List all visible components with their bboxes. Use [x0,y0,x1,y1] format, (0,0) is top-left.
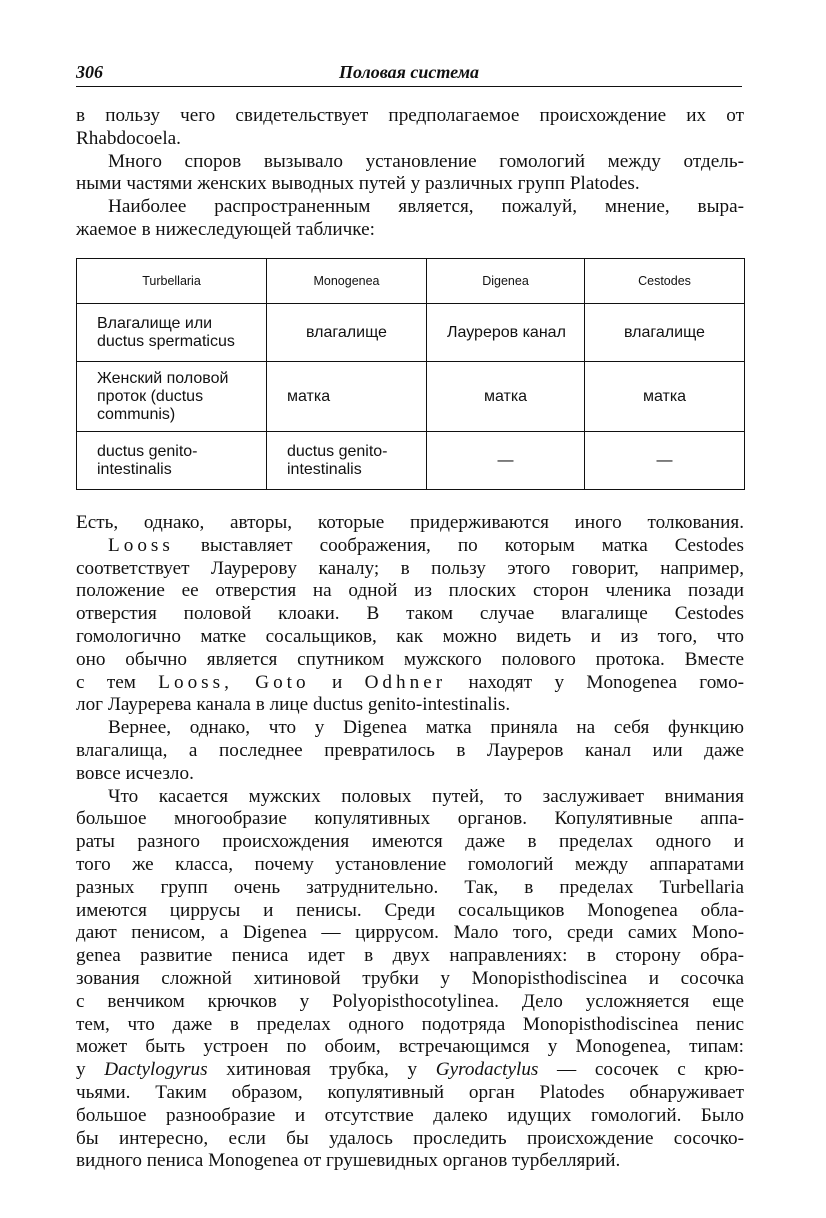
author-name: Looss [108,534,174,556]
text-line: соответствует Лауреровy каналу; в пользу этого говорит, например, [76,557,744,579]
table-cell: матка [267,362,427,432]
text-line: имеются циррусы и пенисы. Среди сосальщиков Monogenea обла- [76,899,744,921]
page-number: 306 [76,62,103,82]
table-row [77,362,745,432]
text-line: в пользу чего свидетельствует предполагаемое происхождение их от [76,105,744,126]
column-header: Digenea [427,259,585,304]
text-line: зования сложной хитиновой трубки у Monopisthodiscinea и сосочка [76,967,744,989]
author-name: Goto [255,671,310,693]
text-line: видного пениса Monogenea от грушевидных органов турбеллярий. [76,1150,621,1172]
table-row [77,304,745,362]
genus-name: Gyrodactylus [435,1059,539,1081]
text-line: того же класса, почему установление гомологий между аппаратами [76,853,744,875]
page-header [76,60,742,87]
table-cell: влагалище [267,304,427,362]
text-line: с венчиком крючков у Polyopisthocotylinea. Дело усложняется еще [76,990,744,1012]
text-line: Много споров вызывало установление гомологий между отдель- [108,150,744,172]
table-cell: — [427,432,585,490]
text-line: Наиболее распространенным является, пожалуй, мнение, выра- [108,196,744,218]
text-line: бы интересно, если бы удалось проследить происхождение сосочко- [76,1127,744,1149]
table-cell: Женский половой проток (ductus communis) [77,362,267,432]
text-line: Вернее, однако, что у Digenea матка приняла на себя функцию [108,717,744,739]
text-line: положение ее отверстия на одной из плоских сторон членика позади [76,580,744,602]
table-cell: ductus genito-intestinalis [267,432,427,490]
text-line: разных групп очень затруднительно. Так, в пределах Turbellaria [76,876,744,898]
text-line: раты разного происхождения имеются даже в пределах одного и [76,831,744,853]
table-cell: ductus genito-intestinalis [77,432,267,490]
text-line: жаемое в нижеследующей табличке: [76,218,375,240]
column-header: Cestodes [585,259,745,304]
body-text [76,512,744,1173]
text-line: оно обычно является спутником мужского полового протока. Вместе [76,648,744,670]
text-line: отверстия половой клоаки. В таком случае влагалище Cestodes [76,603,744,625]
text-line: лог Лауререва канала в лице ductus genito-intestinalis. [76,694,511,716]
text-line: чьями. Таким образом, копулятивный орган Platodes обнаруживает [76,1081,744,1103]
homology-table [76,258,745,490]
text-line: Looss выставляет соображения, по которым матка Cestodes [108,534,745,556]
column-header: Monogenea [267,259,427,304]
text-line: Rhabdocoela. [76,127,181,149]
text-line: влагалища, а последнее превратилось в Лауреров канал или даже [76,739,744,761]
text-line: тем, что даже в пределах одного подотряда Monopisthodiscinea пенис [76,1013,744,1035]
text-line: у Dactylogyrus хитиновая трубка, у Gyrodactylus — сосочек с крю- [76,1059,744,1081]
column-header: Turbellaria [77,259,267,304]
text-line: с тем Looss, Goto и Odhner находят у Monogenea гомо- [76,671,745,693]
text-line: может быть устроен по обоим, встречающимся у Monogenea, типам: [76,1036,744,1058]
text-line: большое разнообразие и отсутствие далеко идущих гомологий. Было [76,1104,744,1126]
table-row [77,432,745,490]
text-line: большое многообразие копулятивных органов. Копулятивные аппа- [76,808,744,830]
table-cell: — [585,432,745,490]
text-line: genea развитие пениса идет в двух направлениях: в сторону обра- [76,945,744,967]
table-cell: Лауреров канал [427,304,585,362]
running-title: Половая система [338,62,480,82]
text-line: ными частями женских выводных путей у различных групп Platodes. [76,173,640,195]
table-cell: влагалище [585,304,745,362]
author-name: Looss, [158,671,233,693]
text-line: Есть, однако, авторы, которые придерживаются иного толкования. [76,512,744,533]
author-name: Odhner [364,671,447,693]
text-line: Что касается мужских половых путей, то заслуживает внимания [108,785,744,807]
text-line: дают пенисом, а Digenea — циррусом. Мало того, среди самих Mono- [76,922,744,944]
text-line: гомологично матке сосальщиков, как можно видеть и из того, что [76,625,744,647]
table-cell: Влагалище или ductus spermaticus [77,304,267,362]
table-cell: матка [585,362,745,432]
table-header-row [77,259,745,304]
table-cell: матка [427,362,585,432]
genus-name: Dactylogyrus [104,1059,208,1081]
text-line: вовсе исчезло. [76,762,194,784]
intro-text [76,105,744,242]
